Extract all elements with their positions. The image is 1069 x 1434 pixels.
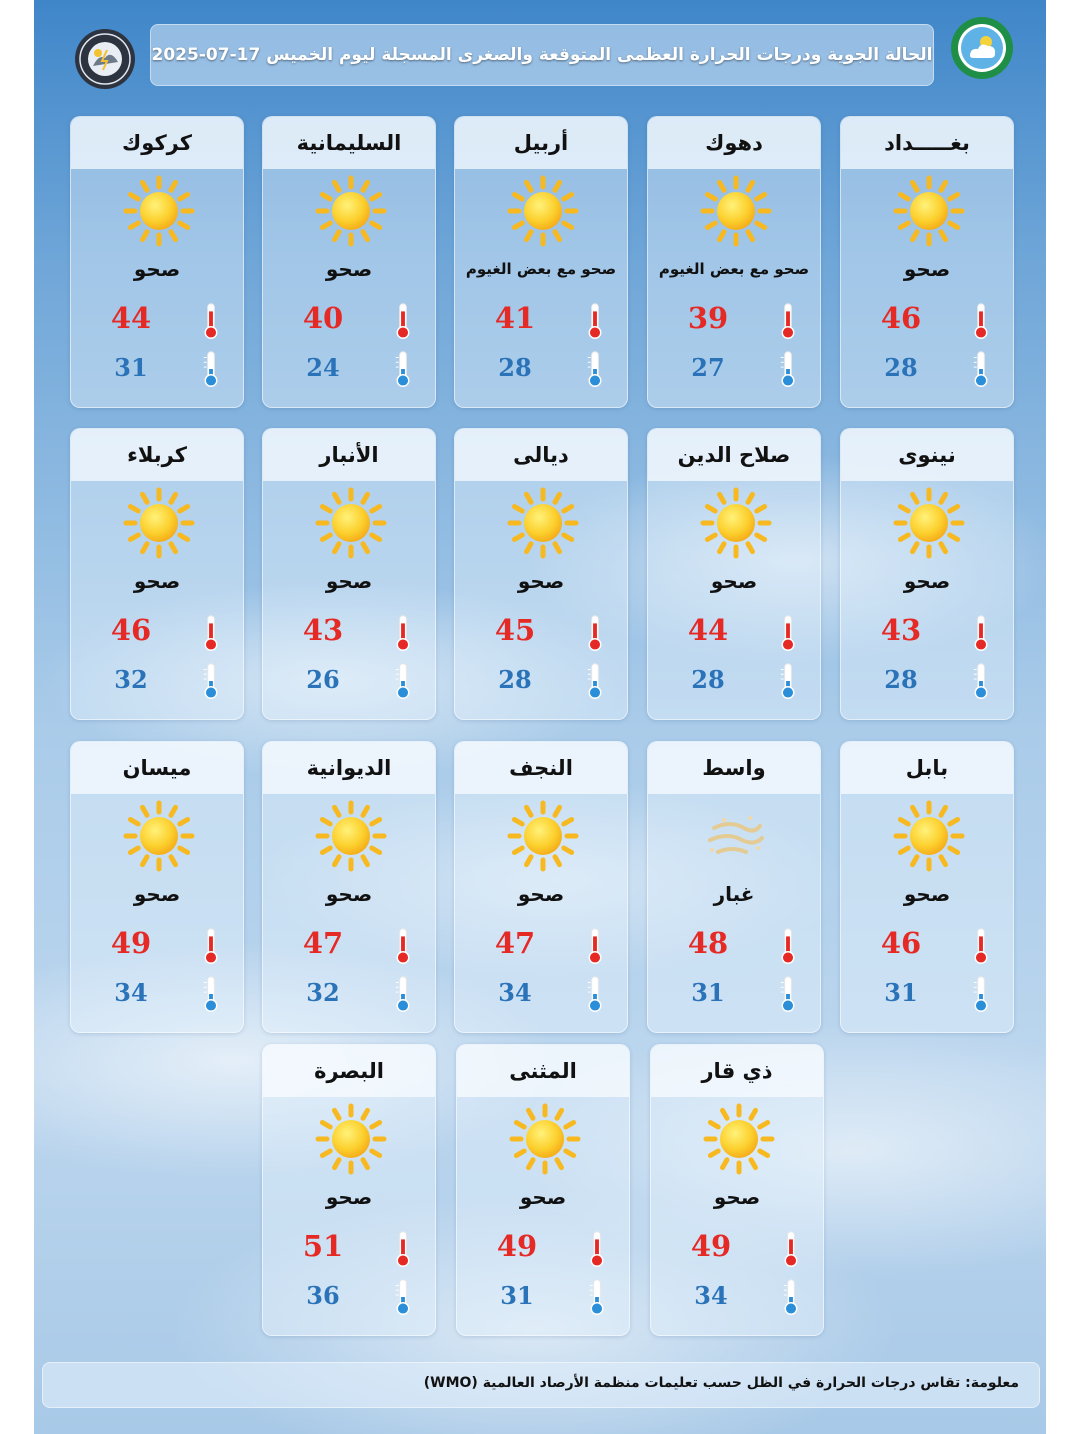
- sun-icon: [703, 1103, 775, 1175]
- city-card-header: [648, 429, 820, 481]
- city-name: نينوى: [898, 443, 956, 467]
- city-name: بغـــــداد: [884, 131, 970, 155]
- city-name: دهوك: [705, 131, 763, 155]
- city-card: [262, 428, 436, 720]
- max-temperature: 46: [880, 301, 922, 335]
- meteorological-organization-logo-icon: [950, 16, 1014, 80]
- city-card-header: [71, 742, 243, 794]
- city-card: [650, 1044, 824, 1336]
- city-name: ميسان: [122, 756, 192, 780]
- thermometer-hot-icon: [585, 1229, 609, 1269]
- thermometer-hot-icon: [969, 613, 993, 653]
- min-temperature: 24: [306, 353, 340, 382]
- min-temperature: 31: [114, 353, 148, 382]
- min-temperature: 28: [498, 665, 532, 694]
- sun-icon: [315, 487, 387, 559]
- max-temperature: 47: [494, 926, 536, 960]
- thermometer-cold-icon: [969, 974, 993, 1014]
- thermometer-cold-icon: [391, 974, 415, 1014]
- city-card-header: [263, 742, 435, 794]
- thermometer-cold-icon: [969, 661, 993, 701]
- city-card-header: [263, 1045, 435, 1097]
- thermometer-hot-icon: [583, 613, 607, 653]
- sun-icon: [507, 487, 579, 559]
- city-card-header: [263, 429, 435, 481]
- city-card: [70, 741, 244, 1033]
- thermometer-cold-icon: [391, 1277, 415, 1317]
- city-card: [840, 428, 1014, 720]
- city-card: [70, 428, 244, 720]
- min-temperature: 34: [114, 978, 148, 1007]
- city-name: الديوانية: [306, 756, 392, 780]
- thermometer-cold-icon: [585, 1277, 609, 1317]
- sun-icon: [315, 800, 387, 872]
- weather-condition: صحو: [710, 569, 758, 593]
- max-temperature: 41: [494, 301, 536, 335]
- city-name: كركوك: [122, 131, 192, 155]
- max-temperature: 49: [690, 1229, 732, 1263]
- weather-condition: صحو مع بعض الغيوم: [658, 260, 810, 278]
- thermometer-hot-icon: [199, 613, 223, 653]
- city-card: [262, 116, 436, 408]
- city-card-header: [71, 429, 243, 481]
- city-name: ذي قار: [701, 1059, 773, 1083]
- city-name: بابل: [905, 756, 949, 780]
- city-name: المثنى: [509, 1059, 577, 1083]
- weather-condition: صحو: [133, 257, 181, 281]
- city-card: [456, 1044, 630, 1336]
- thermometer-hot-icon: [391, 926, 415, 966]
- thermometer-cold-icon: [583, 974, 607, 1014]
- weather-condition: غبار: [713, 882, 755, 906]
- city-name: ديالى: [513, 443, 569, 467]
- header-bar: [150, 24, 934, 86]
- footer-bar: [42, 1362, 1040, 1408]
- sun-icon: [123, 800, 195, 872]
- weather-condition: صحو: [713, 1185, 761, 1209]
- thermometer-cold-icon: [391, 349, 415, 389]
- thermometer-cold-icon: [779, 1277, 803, 1317]
- thermometer-hot-icon: [199, 301, 223, 341]
- city-name: السليمانية: [296, 131, 402, 155]
- thermometer-hot-icon: [776, 926, 800, 966]
- page-title: الحالة الجوية ودرجات الحرارة العظمى المتوقعة والصغرى المسجلة ليوم الخميس 17-07-2025: [151, 45, 933, 65]
- min-temperature: 26: [306, 665, 340, 694]
- weather-condition: صحو: [517, 569, 565, 593]
- min-temperature: 34: [694, 1281, 728, 1310]
- weather-condition: صحو: [519, 1185, 567, 1209]
- city-card: [454, 741, 628, 1033]
- city-card-header: [841, 742, 1013, 794]
- min-temperature: 32: [114, 665, 148, 694]
- weather-forecasting-logo-icon: [74, 28, 136, 90]
- weather-condition: صحو: [325, 1185, 373, 1209]
- max-temperature: 40: [302, 301, 344, 335]
- weather-condition: صحو مع بعض الغيوم: [465, 260, 617, 278]
- thermometer-cold-icon: [969, 349, 993, 389]
- sun-icon: [700, 175, 772, 247]
- weather-condition: صحو: [325, 569, 373, 593]
- thermometer-hot-icon: [583, 926, 607, 966]
- min-temperature: 36: [306, 1281, 340, 1310]
- city-name: كربلاء: [127, 443, 187, 467]
- thermometer-hot-icon: [969, 926, 993, 966]
- max-temperature: 39: [687, 301, 729, 335]
- city-card-header: [71, 117, 243, 169]
- city-name: الأنبار: [319, 443, 379, 467]
- city-card: [840, 741, 1014, 1033]
- max-temperature: 44: [110, 301, 152, 335]
- city-card-header: [457, 1045, 629, 1097]
- city-card: [647, 116, 821, 408]
- city-name: صلاح الدين: [677, 443, 791, 467]
- city-card-header: [455, 742, 627, 794]
- city-card: [454, 116, 628, 408]
- thermometer-cold-icon: [391, 661, 415, 701]
- sun-icon: [315, 1103, 387, 1175]
- city-card-header: [455, 117, 627, 169]
- city-card: [454, 428, 628, 720]
- city-name: النجف: [509, 756, 573, 780]
- thermometer-hot-icon: [391, 1229, 415, 1269]
- weather-poster: [34, 0, 1046, 1434]
- weather-condition: صحو: [133, 882, 181, 906]
- thermometer-hot-icon: [776, 301, 800, 341]
- thermometer-hot-icon: [199, 926, 223, 966]
- city-card: [840, 116, 1014, 408]
- city-name: واسط: [702, 756, 766, 780]
- city-card-header: [648, 117, 820, 169]
- thermometer-cold-icon: [583, 349, 607, 389]
- sun-icon: [893, 175, 965, 247]
- min-temperature: 28: [691, 665, 725, 694]
- weather-condition: صحو: [133, 569, 181, 593]
- city-card: [262, 741, 436, 1033]
- min-temperature: 27: [691, 353, 725, 382]
- weather-condition: صحو: [517, 882, 565, 906]
- sun-icon: [123, 175, 195, 247]
- city-card-header: [263, 117, 435, 169]
- city-name: أربيل: [513, 131, 569, 155]
- min-temperature: 28: [498, 353, 532, 382]
- max-temperature: 43: [302, 613, 344, 647]
- city-card: [262, 1044, 436, 1336]
- sun-icon: [123, 487, 195, 559]
- dust-icon: [700, 800, 772, 872]
- max-temperature: 43: [880, 613, 922, 647]
- thermometer-hot-icon: [776, 613, 800, 653]
- min-temperature: 28: [884, 353, 918, 382]
- max-temperature: 46: [110, 613, 152, 647]
- thermometer-cold-icon: [199, 349, 223, 389]
- max-temperature: 45: [494, 613, 536, 647]
- min-temperature: 32: [306, 978, 340, 1007]
- sun-icon: [700, 487, 772, 559]
- sun-icon: [315, 175, 387, 247]
- max-temperature: 51: [302, 1229, 344, 1263]
- weather-condition: صحو: [903, 569, 951, 593]
- city-name: البصرة: [314, 1059, 384, 1083]
- sun-icon: [893, 800, 965, 872]
- weather-condition: صحو: [325, 882, 373, 906]
- min-temperature: 28: [884, 665, 918, 694]
- thermometer-hot-icon: [583, 301, 607, 341]
- weather-condition: صحو: [903, 257, 951, 281]
- thermometer-cold-icon: [776, 661, 800, 701]
- city-card-header: [651, 1045, 823, 1097]
- city-card: [647, 428, 821, 720]
- thermometer-cold-icon: [199, 974, 223, 1014]
- weather-condition: صحو: [903, 882, 951, 906]
- sun-icon: [893, 487, 965, 559]
- city-card-header: [648, 742, 820, 794]
- min-temperature: 34: [498, 978, 532, 1007]
- max-temperature: 48: [687, 926, 729, 960]
- sun-icon: [507, 175, 579, 247]
- city-card-header: [455, 429, 627, 481]
- max-temperature: 49: [110, 926, 152, 960]
- min-temperature: 31: [500, 1281, 534, 1310]
- city-card: [647, 741, 821, 1033]
- city-card-header: [841, 429, 1013, 481]
- city-card: [70, 116, 244, 408]
- thermometer-hot-icon: [391, 301, 415, 341]
- thermometer-cold-icon: [583, 661, 607, 701]
- thermometer-hot-icon: [779, 1229, 803, 1269]
- thermometer-hot-icon: [969, 301, 993, 341]
- footer-note: معلومة: تقاس درجات الحرارة في الظل حسب تعليمات منظمة الأرصاد العالمية (WMO): [423, 1375, 1019, 1391]
- min-temperature: 31: [691, 978, 725, 1007]
- max-temperature: 47: [302, 926, 344, 960]
- max-temperature: 46: [880, 926, 922, 960]
- sun-icon: [509, 1103, 581, 1175]
- thermometer-cold-icon: [199, 661, 223, 701]
- max-temperature: 49: [496, 1229, 538, 1263]
- sun-icon: [507, 800, 579, 872]
- min-temperature: 31: [884, 978, 918, 1007]
- city-card-header: [841, 117, 1013, 169]
- thermometer-cold-icon: [776, 349, 800, 389]
- weather-condition: صحو: [325, 257, 373, 281]
- thermometer-cold-icon: [776, 974, 800, 1014]
- thermometer-hot-icon: [391, 613, 415, 653]
- max-temperature: 44: [687, 613, 729, 647]
